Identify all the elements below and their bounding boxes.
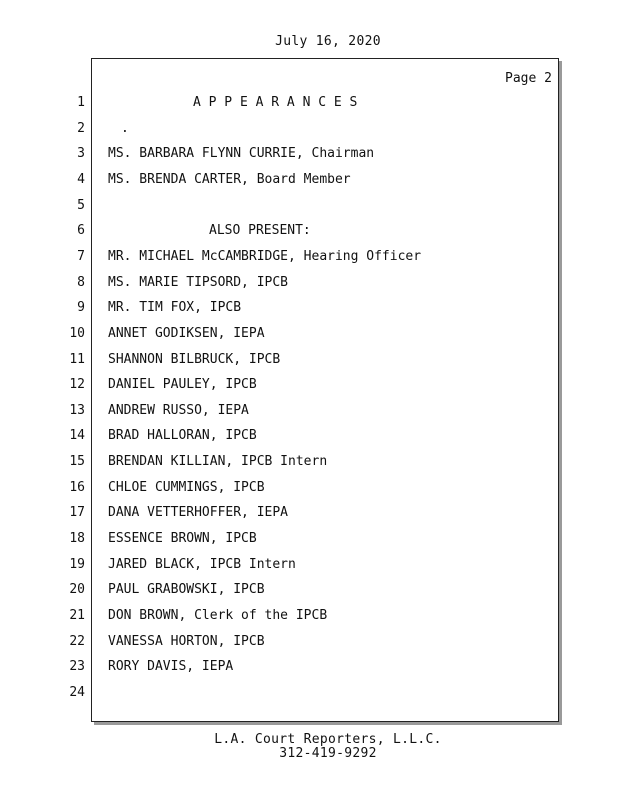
line-number: 8	[77, 275, 85, 290]
line-number: 7	[77, 249, 85, 264]
line-text: RORY DAVIS, IEPA	[108, 659, 234, 674]
line-number: 13	[69, 403, 85, 418]
line-number: 16	[69, 480, 85, 495]
header-date: July 16, 2020	[275, 34, 381, 49]
line-text: BRENDAN KILLIAN, IPCB Intern	[108, 454, 328, 469]
page-number: Page 2	[505, 71, 552, 86]
line-number: 12	[69, 377, 85, 392]
line-text: JARED BLACK, IPCB Intern	[108, 557, 296, 572]
line-text: ALSO PRESENT:	[209, 223, 311, 238]
line-number: 9	[77, 300, 85, 315]
line-number: 10	[69, 326, 85, 341]
line-text: BRAD HALLORAN, IPCB	[108, 428, 257, 443]
line-number: 21	[69, 608, 85, 623]
line-text: ESSENCE BROWN, IPCB	[108, 531, 257, 546]
line-text: MS. BRENDA CARTER, Board Member	[108, 172, 351, 187]
line-number: 18	[69, 531, 85, 546]
line-number: 5	[77, 198, 85, 213]
line-text: ANNET GODIKSEN, IEPA	[108, 326, 265, 341]
line-number: 23	[69, 659, 85, 674]
line-number: 3	[77, 146, 85, 161]
line-number: 24	[69, 685, 85, 700]
line-text: A P P E A R A N C E S	[193, 95, 358, 110]
line-text: VANESSA HORTON, IPCB	[108, 634, 265, 649]
line-number: 11	[69, 352, 85, 367]
line-number: 22	[69, 634, 85, 649]
line-text: SHANNON BILBRUCK, IPCB	[108, 352, 281, 367]
line-number: 15	[69, 454, 85, 469]
line-text: CHLOE CUMMINGS, IPCB	[108, 480, 265, 495]
line-number: 19	[69, 557, 85, 572]
line-number: 14	[69, 428, 85, 443]
line-number: 20	[69, 582, 85, 597]
line-text: MS. MARIE TIPSORD, IPCB	[108, 275, 289, 290]
footer-company: L.A. Court Reporters, L.L.C.	[214, 732, 442, 747]
line-number: 4	[77, 172, 85, 187]
footer	[0, 733, 618, 761]
line-number: 2	[77, 121, 85, 136]
line-number: 6	[77, 223, 85, 238]
line-text: ANDREW RUSSO, IEPA	[108, 403, 249, 418]
line-text: MR. MICHAEL McCAMBRIDGE, Hearing Officer	[108, 249, 422, 264]
line-text: DANIEL PAULEY, IPCB	[108, 377, 257, 392]
line-text: DANA VETTERHOFFER, IEPA	[108, 505, 289, 520]
line-text: DON BROWN, Clerk of the IPCB	[108, 608, 328, 623]
footer-phone: 312-419-9292	[279, 746, 377, 761]
line-text: MR. TIM FOX, IPCB	[108, 300, 242, 315]
line-text: PAUL GRABOWSKI, IPCB	[108, 582, 265, 597]
line-number: 17	[69, 505, 85, 520]
line-text: MS. BARBARA FLYNN CURRIE, Chairman	[108, 146, 375, 161]
line-text: .	[121, 121, 129, 136]
line-number: 1	[77, 95, 85, 110]
